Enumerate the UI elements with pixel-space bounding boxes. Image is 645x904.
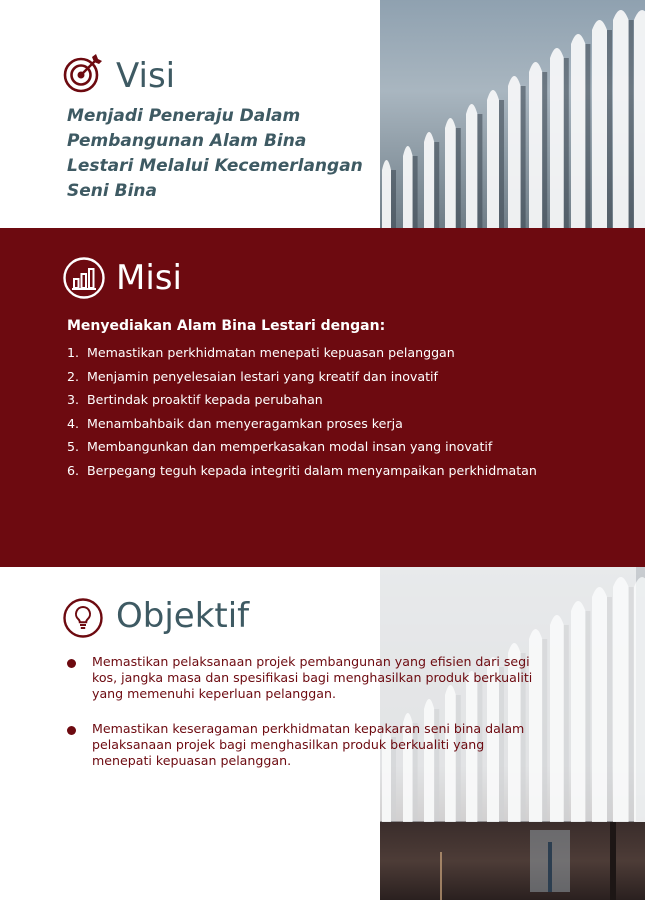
list-item — [67, 721, 537, 769]
list-number: 3. — [67, 392, 80, 408]
list-number: 4. — [67, 415, 80, 431]
list-number: 6. — [67, 462, 80, 478]
objektif-text: Memastikan pelaksanaan projek pembangunan yang efisien dari segi kos, jangka masa dan spesifikasi bagi menghasilkan produk berkualiti yang memenuhi keperluan pelanggan. — [92, 654, 533, 701]
list-item — [67, 435, 627, 459]
objektif-heading: Objektif — [116, 596, 250, 636]
building-photo-top — [380, 0, 645, 228]
list-text: Membangunkan dan memperkasakan modal insan yang inovatif — [87, 439, 493, 455]
list-number: 1. — [67, 345, 80, 361]
target-icon — [62, 52, 104, 98]
list-item — [67, 341, 627, 365]
list-text: Berpegang teguh kepada integriti dalam menyampaikan perkhidmatan — [87, 462, 537, 478]
list-item — [67, 388, 627, 412]
objektif-text: Memastikan keseragaman perkhidmatan kepakaran seni bina dalam pelaksanaan projek bagi menghasilkan produk berkualiti yang menepati kepuasan pelanggan. — [92, 721, 525, 768]
building-photo-base — [380, 822, 645, 900]
list-text: Memastikan perkhidmatan menepati kepuasan pelanggan — [87, 345, 455, 361]
visi-statement: Menjadi Peneraju Dalam Pembangunan Alam Bina Lestari Melalui Kecemerlangan Seni Bina — [67, 106, 363, 201]
bullet-icon — [67, 659, 76, 668]
lightbulb-icon — [62, 597, 104, 643]
list-item — [67, 459, 627, 483]
list-number: 2. — [67, 368, 80, 384]
visi-heading: Visi — [116, 56, 176, 96]
list-text: Menambahbaik dan menyeragamkan proses kerja — [87, 415, 403, 431]
list-text: Menjamin penyelesaian lestari yang kreatif dan inovatif — [87, 368, 438, 384]
list-item — [67, 654, 537, 702]
bullet-icon — [67, 726, 76, 735]
bar-chart-icon — [62, 256, 106, 304]
list-item — [67, 412, 627, 436]
misi-heading: Misi — [116, 258, 182, 298]
list-text: Bertindak proaktif kepada perubahan — [87, 392, 323, 408]
misi-list — [67, 341, 627, 482]
misi-intro: Menyediakan Alam Bina Lestari dengan: — [67, 318, 386, 334]
list-item — [67, 365, 627, 389]
list-number: 5. — [67, 439, 80, 455]
